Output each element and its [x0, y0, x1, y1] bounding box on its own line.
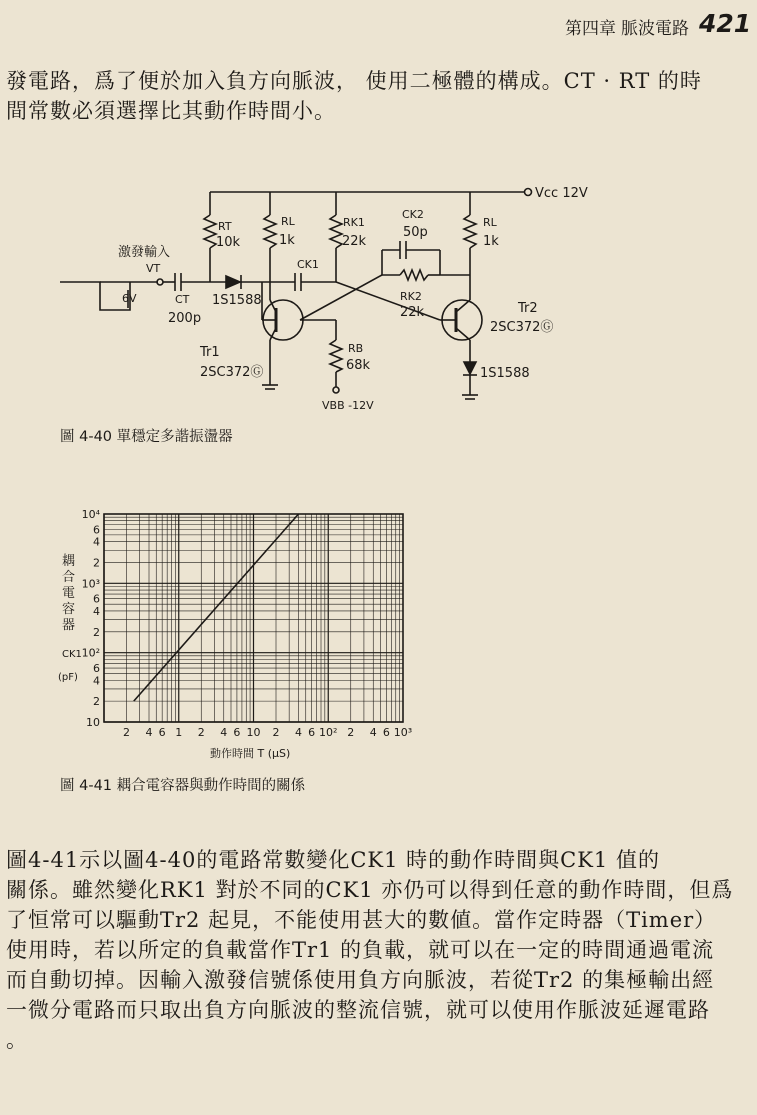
- paragraph-line: 使用時，若以所定的負載當作Tr1 的負載，就可以在一定的時間通過電流: [6, 938, 715, 962]
- x-tick-label: 2: [347, 726, 355, 739]
- ylabel-char: 容: [62, 602, 76, 617]
- pulse-amplitude-label: 6V: [122, 292, 137, 305]
- y-tick-label: 6: [93, 523, 100, 537]
- paragraph-line: 圖4-41示以圖4-40的電路常數變化CK1 時的動作時間與CK1 值的: [6, 848, 660, 872]
- rt-label: RT: [218, 220, 232, 233]
- rl1-label: RL: [281, 215, 295, 228]
- y-tick-label: 10³: [81, 577, 100, 591]
- ck1-label: CK1: [297, 258, 319, 271]
- tr2-part: 2SC372Ⓖ: [490, 320, 554, 335]
- trigger-input-label: 激發輸入: [118, 245, 171, 260]
- ylabel-char: 合: [62, 570, 76, 585]
- paragraph-line: 間常數必須選擇比其動作時間小。: [6, 99, 336, 123]
- x-tick-label: 10³: [393, 726, 413, 739]
- x-tick-label: 4: [220, 726, 228, 739]
- series-line: [134, 514, 299, 701]
- x-tick-label: 6: [233, 726, 241, 739]
- y-tick-label: 4: [93, 604, 100, 618]
- vbb-terminal: [333, 387, 339, 393]
- chart-ylabel: [58, 553, 82, 683]
- paragraph-line: 而自動切掉。因輸入激發信號係使用負方向脈波，若從Tr2 的集極輸出經: [6, 968, 715, 992]
- figure40-caption: 圖 4-40 單穩定多諧振盪器: [60, 429, 233, 445]
- ck2-label: CK2: [402, 208, 424, 221]
- rt-value: 10k: [216, 235, 241, 250]
- y-tick-label: 6: [93, 662, 100, 676]
- rb-label: RB: [348, 342, 364, 355]
- page-number: 421: [699, 9, 752, 38]
- paragraph-line: 。: [6, 1028, 28, 1052]
- rk1-label: RK1: [343, 216, 365, 229]
- rb-value: 68k: [346, 358, 371, 373]
- diode1-label: 1S1588: [212, 293, 262, 308]
- x-tick-label: 4: [145, 726, 153, 739]
- chapter-title: 脈波電路: [621, 19, 689, 39]
- y-tick-label: 4: [93, 674, 100, 688]
- chart-xlabel: 動作時間 T (μS): [210, 747, 291, 760]
- chapter-label: 第四章: [565, 19, 616, 39]
- paragraph-line: 發電路，爲了便於加入負方向脈波， 使用二極體的構成。CT · RT 的時: [6, 69, 702, 93]
- rk1-value: 22k: [342, 234, 367, 249]
- y-tick-label: 6: [93, 592, 100, 606]
- x-tick-label: 6: [158, 726, 166, 739]
- y-tick-label: 4: [93, 535, 100, 549]
- rk2-label: RK2: [400, 290, 422, 303]
- figure41-caption: 圖 4-41 耦合電容器與動作時間的關係: [60, 778, 306, 794]
- vcc-terminal: [525, 189, 532, 196]
- y-tick-label: 2: [93, 695, 100, 709]
- vt-label: VT: [146, 262, 161, 275]
- vbb-label: VBB -12V: [322, 399, 374, 412]
- ct-label: CT: [175, 293, 190, 306]
- x-tick-label: 1: [175, 726, 183, 739]
- input-terminal: [157, 279, 163, 285]
- ylabel-char: 電: [62, 586, 76, 601]
- tr2-label: Tr2: [518, 301, 538, 316]
- rl2-value: 1k: [483, 234, 499, 249]
- x-tick-label: 2: [197, 726, 205, 739]
- x-tick-label: 10: [246, 726, 261, 739]
- paragraph-line: 關係。雖然變化RK1 對於不同的CK1 亦仍可以得到任意的動作時間，但爲: [6, 878, 734, 902]
- y-tick-label: 10²: [81, 646, 100, 660]
- y-tick-label: 10: [86, 716, 100, 729]
- x-tick-label: 4: [295, 726, 303, 739]
- y-tick-label: 2: [93, 556, 100, 570]
- y-tick-label: 2: [93, 625, 100, 639]
- diode2-label: 1S1588: [480, 366, 530, 381]
- x-tick-label: 6: [382, 726, 390, 739]
- tr1-label: Tr1: [200, 345, 220, 360]
- paragraph-main: [6, 845, 750, 1055]
- paragraph-line: 一微分電路而只取出負方向脈波的整流信號，就可以使用作脈波延遲電路: [6, 998, 710, 1022]
- plot-frame: [104, 514, 403, 722]
- x-tick-label: 10²: [319, 726, 338, 739]
- rl2-label: RL: [483, 216, 497, 229]
- ylabel-unit: (pF): [58, 672, 78, 683]
- x-tick-label: 2: [272, 726, 280, 739]
- circuit-labels: [60, 186, 588, 445]
- ck2-value: 50p: [403, 225, 428, 240]
- paragraph-line: 了恒常可以驅動Tr2 起見，不能使用甚大的數値。當作定時器（Timer）: [6, 908, 717, 932]
- ct-value: 200p: [168, 311, 202, 326]
- x-tick-label: 2: [123, 726, 131, 739]
- circuit-wires: [60, 189, 532, 400]
- ylabel-char: 耦: [62, 554, 76, 569]
- ylabel-char: 器: [62, 618, 76, 633]
- x-tick-label: 4: [369, 726, 377, 739]
- page-header: [0, 10, 757, 40]
- x-tick-label: 6: [308, 726, 316, 739]
- rk2-value: 22k: [400, 305, 425, 320]
- paragraph-intro: [6, 66, 750, 126]
- vcc-label: Vcc 12V: [535, 186, 588, 201]
- ylabel-unit: CK1: [62, 649, 82, 660]
- y-tick-label: 10⁴: [81, 508, 100, 521]
- chart-plot-area: [82, 508, 413, 739]
- tr1-part: 2SC372Ⓖ: [200, 365, 264, 380]
- rl1-value: 1k: [279, 233, 295, 248]
